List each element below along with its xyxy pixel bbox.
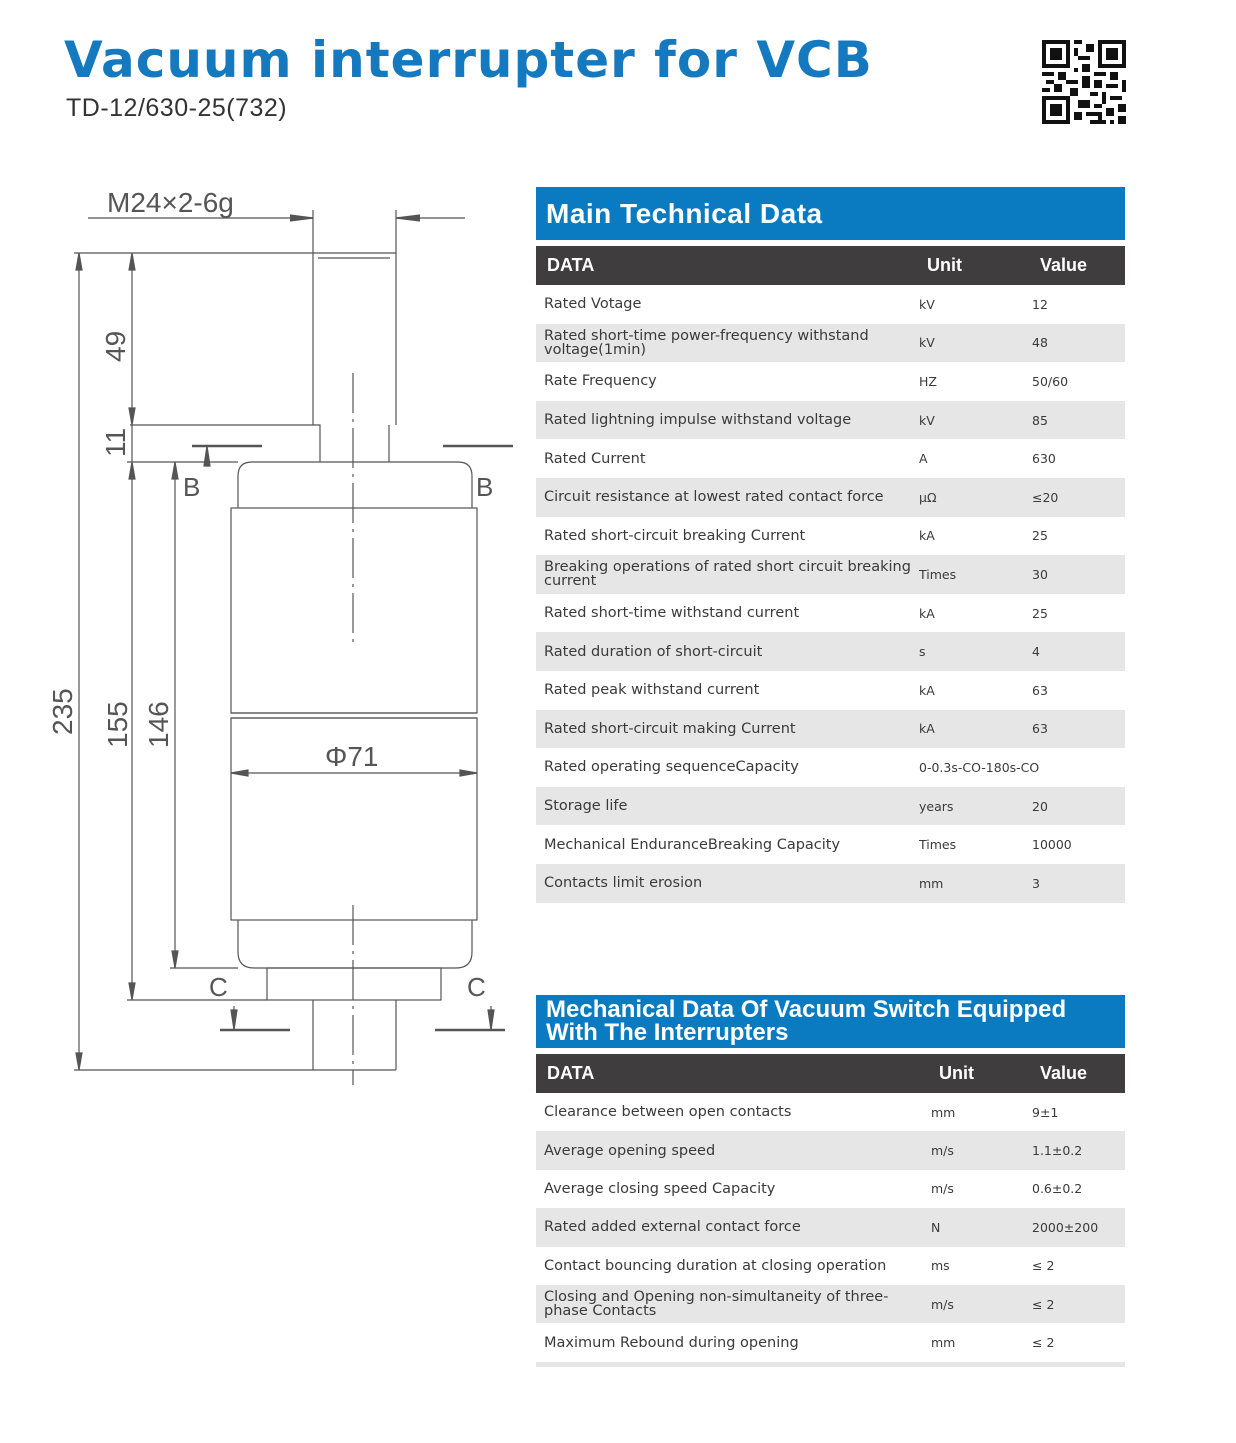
row-unit: mm <box>931 1335 956 1351</box>
dim-146: 146 <box>143 701 174 748</box>
row-name: Rated peak withstand current <box>544 682 760 699</box>
table-row <box>536 787 1125 826</box>
row-unit: Times <box>919 837 957 853</box>
row-name: Closing and Opening non-simultaneity of three-phase Contacts <box>544 1289 889 1320</box>
row-name: Rate Frequency <box>544 373 657 390</box>
table-row <box>536 671 1125 710</box>
row-unit: HZ <box>919 373 937 389</box>
row-value: 4 <box>1032 644 1040 660</box>
row-value: 25 <box>1032 605 1048 621</box>
column-data: DATA <box>547 1063 595 1083</box>
row-name: Circuit resistance at lowest rated contact force <box>544 489 884 506</box>
column-unit: Unit <box>939 1063 974 1083</box>
row-name: Average opening speed <box>544 1142 716 1159</box>
row-name: Rated short-circuit breaking Current <box>544 527 806 544</box>
table-row <box>536 1323 1125 1361</box>
row-name: Rated duration of short-circuit <box>544 643 763 660</box>
row-name: Rated short-time withstand current <box>544 605 800 622</box>
row-unit: kA <box>919 605 935 621</box>
row-unit: kA <box>919 682 935 698</box>
row-value: 63 <box>1032 682 1048 698</box>
row-value: 30 <box>1032 566 1048 582</box>
dim-155: 155 <box>102 701 133 748</box>
table-row <box>536 285 1125 324</box>
table-row <box>536 1285 1125 1323</box>
table-row <box>536 594 1125 633</box>
section-c-left: C <box>209 972 228 1002</box>
column-unit: Unit <box>927 255 962 275</box>
column-data: DATA <box>547 255 595 275</box>
interrupter-drawing <box>40 180 530 1090</box>
row-unit: 0-0.3s-CO-180s-CO <box>919 759 1040 775</box>
table-row <box>536 825 1125 864</box>
table-row <box>536 1208 1125 1246</box>
row-value: 48 <box>1032 335 1048 351</box>
row-name: Rated short-circuit making Current <box>544 720 796 737</box>
row-value: 2000±200 <box>1032 1219 1099 1235</box>
main-table-body <box>536 285 1125 903</box>
row-value: 3 <box>1032 875 1040 891</box>
row-name: Contact bouncing duration at closing operation <box>544 1257 887 1274</box>
mech-table-title <box>536 995 1125 1048</box>
row-value: 25 <box>1032 528 1048 544</box>
table-bottom-rule <box>536 1362 1125 1367</box>
row-name: Rated lightning impulse withstand voltage <box>544 412 852 429</box>
table-row <box>536 1131 1125 1169</box>
main-table-title: Main Technical Data <box>536 187 1125 240</box>
table-row <box>536 362 1125 401</box>
row-value: 1.1±0.2 <box>1032 1143 1083 1159</box>
mech-table-header <box>536 1054 1125 1093</box>
table-row <box>536 1247 1125 1285</box>
mech-table-body <box>536 1093 1125 1362</box>
row-name: Rated added external contact force <box>544 1219 801 1236</box>
section-b-left: B <box>183 472 201 502</box>
row-name: Clearance between open contacts <box>544 1104 792 1121</box>
row-name: Storage life <box>544 798 628 815</box>
row-name: Contacts limit erosion <box>544 875 703 892</box>
column-value: Value <box>1040 1063 1088 1083</box>
table-row <box>536 517 1125 556</box>
row-unit: m/s <box>931 1143 954 1159</box>
row-name: Rated Current <box>544 450 646 467</box>
row-unit: kV <box>919 296 935 312</box>
table-row <box>536 1093 1125 1131</box>
row-value: ≤ 2 <box>1032 1335 1055 1351</box>
row-name: Breaking operations of rated short circuit breaking current <box>544 559 911 590</box>
model-number: TD-12/630-25(732) <box>66 94 288 122</box>
row-unit: m/s <box>931 1181 954 1197</box>
row-value: 630 <box>1032 451 1056 467</box>
mech-title-line2: With The Interrupters <box>546 1019 789 1046</box>
qr-code-icon <box>1042 40 1126 124</box>
row-name: Mechanical EnduranceBreaking Capacity <box>544 836 841 853</box>
table-row <box>536 324 1125 363</box>
row-value: ≤ 2 <box>1032 1258 1055 1274</box>
row-unit: s <box>919 644 926 660</box>
section-c-right: C <box>467 972 486 1002</box>
row-unit: A <box>919 451 928 467</box>
table-row <box>536 439 1125 478</box>
row-value: ≤20 <box>1032 489 1059 505</box>
row-name: Maximum Rebound during opening <box>544 1334 799 1351</box>
table-row <box>536 748 1125 787</box>
row-name: Rated operating sequenceCapacity <box>544 759 799 776</box>
row-unit: kA <box>919 721 935 737</box>
row-value: 9±1 <box>1032 1104 1059 1120</box>
row-unit: ms <box>931 1258 950 1274</box>
mech-title-line1: Mechanical Data Of Vacuum Switch Equipped <box>546 996 1067 1023</box>
row-value: 50/60 <box>1032 373 1069 389</box>
diameter-label: Φ71 <box>325 741 379 772</box>
table-row <box>536 478 1125 517</box>
table-row <box>536 864 1125 903</box>
row-unit: m/s <box>931 1296 954 1312</box>
row-value: 20 <box>1032 798 1048 814</box>
row-unit: years <box>919 798 954 814</box>
row-name: Average closing speed Capacity <box>544 1180 776 1197</box>
dim-11: 11 <box>100 427 131 457</box>
row-unit: kV <box>919 412 935 428</box>
table-row <box>536 401 1125 440</box>
row-unit: mm <box>919 875 944 891</box>
row-name: Rated Votage <box>544 296 642 313</box>
row-value: 0.6±0.2 <box>1032 1181 1083 1197</box>
row-unit: kA <box>919 528 935 544</box>
main-technical-data-panel <box>536 187 1125 903</box>
page-title: Vacuum interrupter for VCB <box>64 31 873 89</box>
main-table-header <box>536 246 1125 285</box>
row-unit: kV <box>919 335 935 351</box>
thread-label: M24×2-6g <box>107 187 234 218</box>
row-name: Rated short-time power-frequency withstand voltage(1min) <box>544 327 869 358</box>
row-unit: mm <box>931 1104 956 1120</box>
section-b-right: B <box>476 472 494 502</box>
table-row <box>536 710 1125 749</box>
row-unit: N <box>931 1219 941 1235</box>
dim-235: 235 <box>47 688 78 735</box>
row-unit: μΩ <box>919 489 937 505</box>
dim-49: 49 <box>100 330 131 362</box>
table-row <box>536 632 1125 671</box>
row-value: ≤ 2 <box>1032 1296 1055 1312</box>
mechanical-data-panel <box>536 995 1125 1367</box>
table-row <box>536 1170 1125 1208</box>
table-row <box>536 555 1125 594</box>
row-value: 10000 <box>1032 837 1072 853</box>
mech-data-table <box>536 1093 1125 1362</box>
column-value: Value <box>1040 255 1088 275</box>
row-value: 63 <box>1032 721 1048 737</box>
row-value: 12 <box>1032 296 1048 312</box>
row-value: 85 <box>1032 412 1048 428</box>
row-unit: Times <box>919 566 957 582</box>
main-data-table <box>536 285 1125 903</box>
